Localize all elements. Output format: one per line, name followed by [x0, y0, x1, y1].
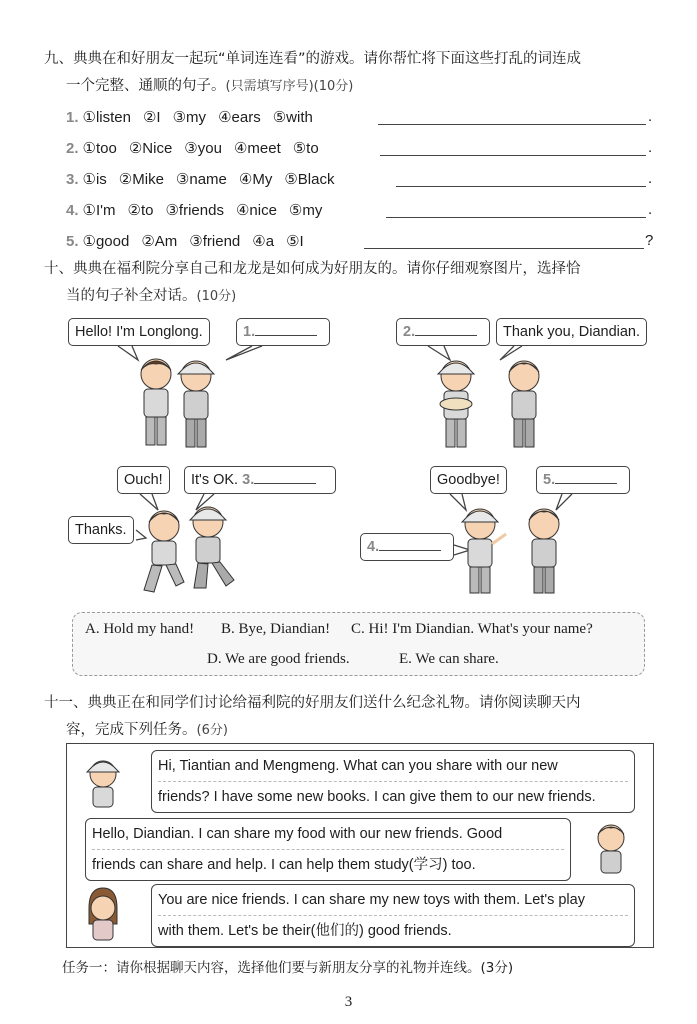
q9-item-2: 2. ①too ②Nice ③you ④meet ⑤to	[66, 140, 319, 157]
options-box	[72, 612, 645, 676]
option-e: E. We can share.	[399, 651, 499, 667]
q9-note: (只需填写序号)(10分)	[225, 79, 354, 94]
q10-note: (10分)	[196, 289, 237, 304]
q9-item-1: 1. ①listen ②I ③my ④ears ⑤with	[66, 109, 313, 126]
diandian-avatar	[81, 752, 127, 812]
end-mark-3: .	[648, 170, 653, 187]
bubble-thanks: Thanks.	[68, 516, 134, 544]
q9-item-3: 3. ①is ②Mike ③name ④My ⑤Black	[66, 171, 335, 188]
bubble-blank-2[interactable]: 2.	[396, 318, 490, 346]
bubble-blank-1[interactable]: 1.	[236, 318, 330, 346]
mengmeng-avatar	[81, 884, 127, 944]
q11-title	[44, 690, 664, 744]
bubble-goodbye: Goodbye!	[430, 466, 507, 494]
bubble-hello-longlong: Hello! I'm Longlong.	[68, 318, 210, 346]
bubble-its-ok[interactable]: It's OK. 3.	[184, 466, 336, 494]
q10-title-line2: 当的句子补全对话。	[66, 288, 197, 304]
task-one-instruction: 任务一：请你根据聊天内容，选择他们要与新朋友分享的礼物并连线。(3分)	[62, 960, 514, 976]
option-b: B. Bye, Diandian!	[221, 621, 331, 637]
goodbye-illustration	[452, 500, 572, 600]
sharing-food-illustration	[426, 352, 556, 456]
q9-item-4: 4. ①I'm ②to ③friends ④nice ⑤my	[66, 202, 323, 219]
option-d: D. We are good friends.	[207, 651, 350, 667]
end-mark-2: .	[648, 139, 653, 156]
bubble-blank-5[interactable]: 5.	[536, 466, 630, 494]
option-c: C. Hi! I'm Diandian. What's your name?	[351, 621, 593, 637]
bubble-ouch: Ouch!	[117, 466, 170, 494]
q9-title-line1: 九、典典在和好朋友一起玩“单词连连看”的游戏。请你帮忙将下面这些打乱的词连成	[44, 51, 582, 67]
q11-title-line1: 十一、典典正在和同学们讨论给福利院的好朋友们送什么纪念礼物。请你阅读聊天内	[44, 695, 581, 711]
q11-title-line2: 容，完成下列任务。	[66, 722, 197, 738]
tiantian-avatar	[587, 816, 637, 880]
chat-bubble-tiantian: Hello, Diandian. I can share my food with our new friends. Good friends can share and help. I can help them study(学习) too.	[85, 818, 571, 881]
end-mark-1: .	[648, 108, 653, 125]
chat-bubble-mengmeng: You are nice friends. I can share my new toys with them. Let's play with them. Let's be their(他们的) good friends.	[151, 884, 635, 947]
q11-note: (6分)	[196, 723, 228, 738]
chat-bubble-diandian: Hi, Tiantian and Mengmeng. What can you share with our new friends? I have some new books. I can give them to our new friends.	[151, 750, 635, 813]
page-number: 3	[344, 994, 353, 1010]
q9-title-line2: 一个完整、通顺的句子。	[66, 78, 226, 94]
option-a: A. Hold my hand!	[85, 621, 195, 637]
end-mark-4: .	[648, 201, 653, 218]
bubble-blank-4[interactable]: 4.	[360, 533, 454, 561]
bubble-thank-you: Thank you, Diandian.	[496, 318, 647, 346]
q9-item-5: 5. ①good ②Am ③friend ④a ⑤I	[66, 233, 304, 250]
chat-panel	[66, 743, 654, 948]
q10-title-line1: 十、典典在福利院分享自己和龙龙是如何成为好朋友的。请你仔细观察图片，选择恰	[44, 261, 581, 277]
fall-and-help-illustration	[136, 500, 246, 600]
longlong-diandian-meeting-illustration	[128, 352, 228, 456]
end-mark-5: ?	[645, 232, 654, 249]
